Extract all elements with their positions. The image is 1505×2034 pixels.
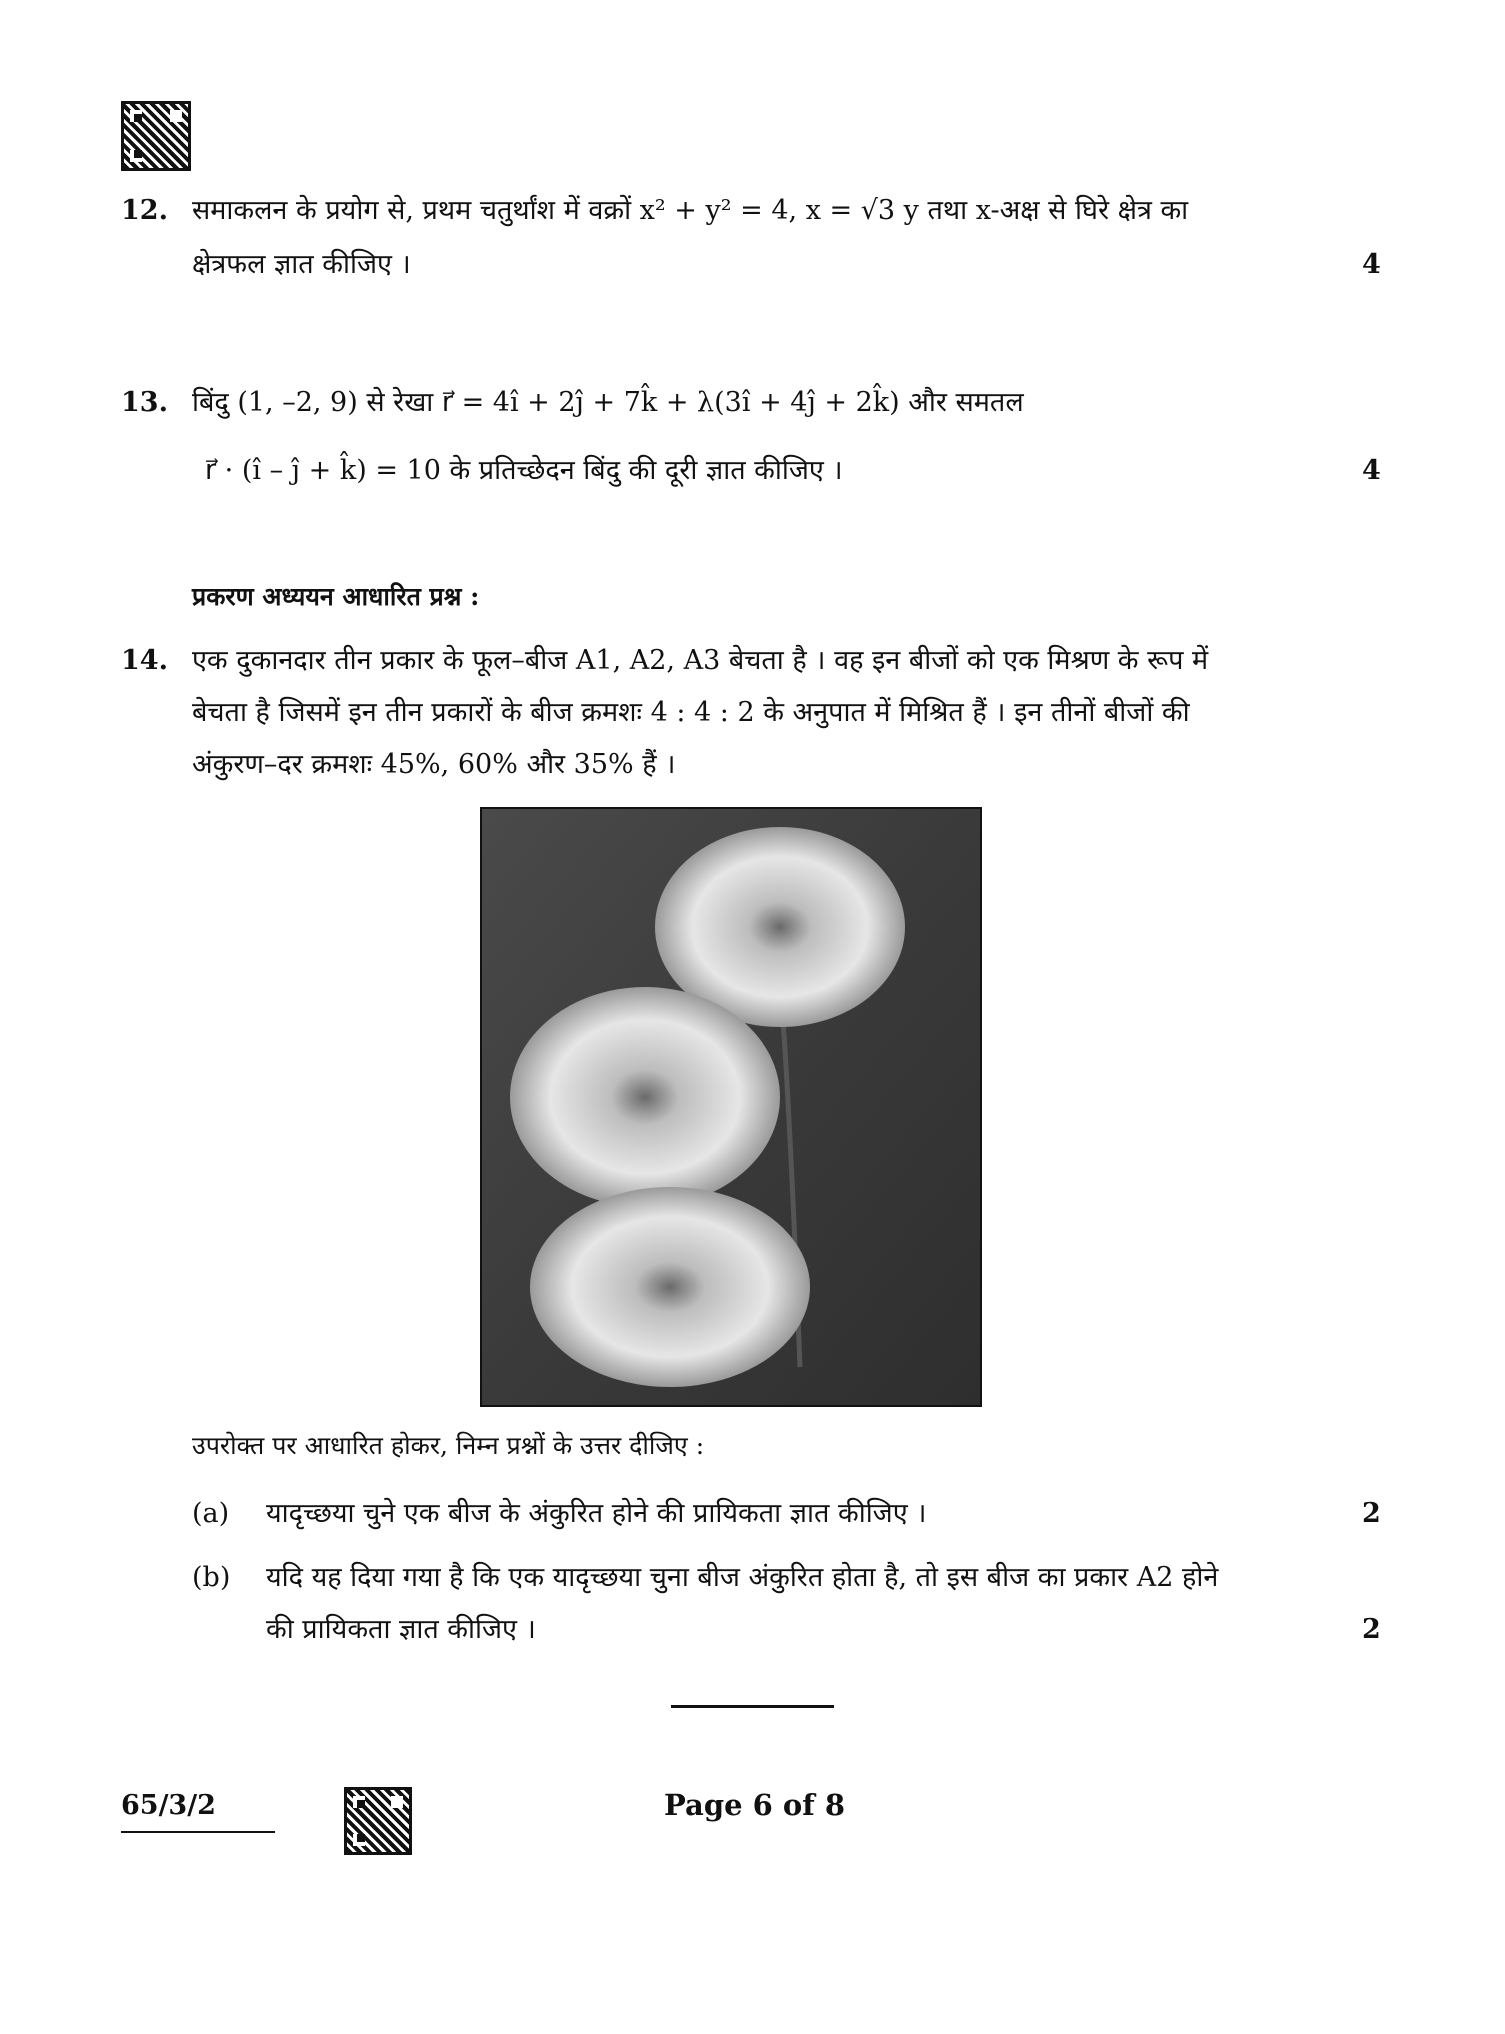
section-heading: प्रकरण अध्ययन आधारित प्रश्न : xyxy=(192,582,480,611)
question-text: समाकलन के प्रयोग से, प्रथम चतुर्थांश में वक्रों x² + y² = 4, x = √3 y तथा x-अक्ष से घिरे क्षेत्र का xyxy=(192,195,1189,226)
sub-question-label: (b) xyxy=(192,1562,231,1593)
flower xyxy=(530,1187,810,1387)
flower xyxy=(510,987,780,1207)
paper-code: 65/3/2 xyxy=(121,1790,216,1821)
marks: 2 xyxy=(1362,1498,1381,1529)
flower-image xyxy=(480,807,982,1407)
question-number: 12. xyxy=(121,195,168,226)
marks: 2 xyxy=(1362,1614,1381,1645)
end-separator xyxy=(671,1705,834,1708)
marks: 4 xyxy=(1362,249,1381,280)
question-number: 13. xyxy=(121,387,168,418)
question-number: 14. xyxy=(121,645,168,676)
marks: 4 xyxy=(1362,455,1381,486)
question-text: एक दुकानदार तीन प्रकार के फूल–बीज A1, A2, A3 बेचता है । वह इन बीजों को एक मिश्रण के रूप में xyxy=(192,645,1209,676)
instruction-text: उपरोक्त पर आधारित होकर, निम्न प्रश्नों के उत्तर दीजिए : xyxy=(192,1431,705,1460)
question-text: बेचता है जिसमें इन तीन प्रकारों के बीज क्रमशः 4 : 4 : 2 के अनुपात में मिश्रित हैं । इन तीनों बीजों की xyxy=(192,697,1190,728)
qr-code-top xyxy=(121,101,191,171)
sub-question-text: यदि यह दिया गया है कि एक यादृच्छया चुना बीज अंकुरित होता है, तो इस बीज का प्रकार A2 होने xyxy=(266,1562,1219,1593)
sub-question-label: (a) xyxy=(192,1498,230,1529)
question-text: क्षेत्रफल ज्ञात कीजिए । xyxy=(192,249,411,280)
sub-question-text: यादृच्छया चुने एक बीज के अंकुरित होने की प्रायिकता ज्ञात कीजिए । xyxy=(266,1498,927,1529)
sub-question-text: की प्रायिकता ज्ञात कीजिए । xyxy=(266,1614,536,1645)
question-text: बिंदु (1, –2, 9) से रेखा r⃗ = 4î + 2ĵ + 7k̂ + λ(3î + 4ĵ + 2k̂) और समतल xyxy=(192,387,1024,418)
question-text: अंकुरण–दर क्रमशः 45%, 60% और 35% हैं । xyxy=(192,749,676,780)
code-underline xyxy=(121,1831,275,1833)
page-number: Page 6 of 8 xyxy=(664,1788,846,1822)
qr-code-footer xyxy=(344,1787,412,1855)
question-text: r⃗ · (î – ĵ + k̂) = 10 के प्रतिच्छेदन बिंदु की दूरी ज्ञात कीजिए । xyxy=(205,455,843,486)
